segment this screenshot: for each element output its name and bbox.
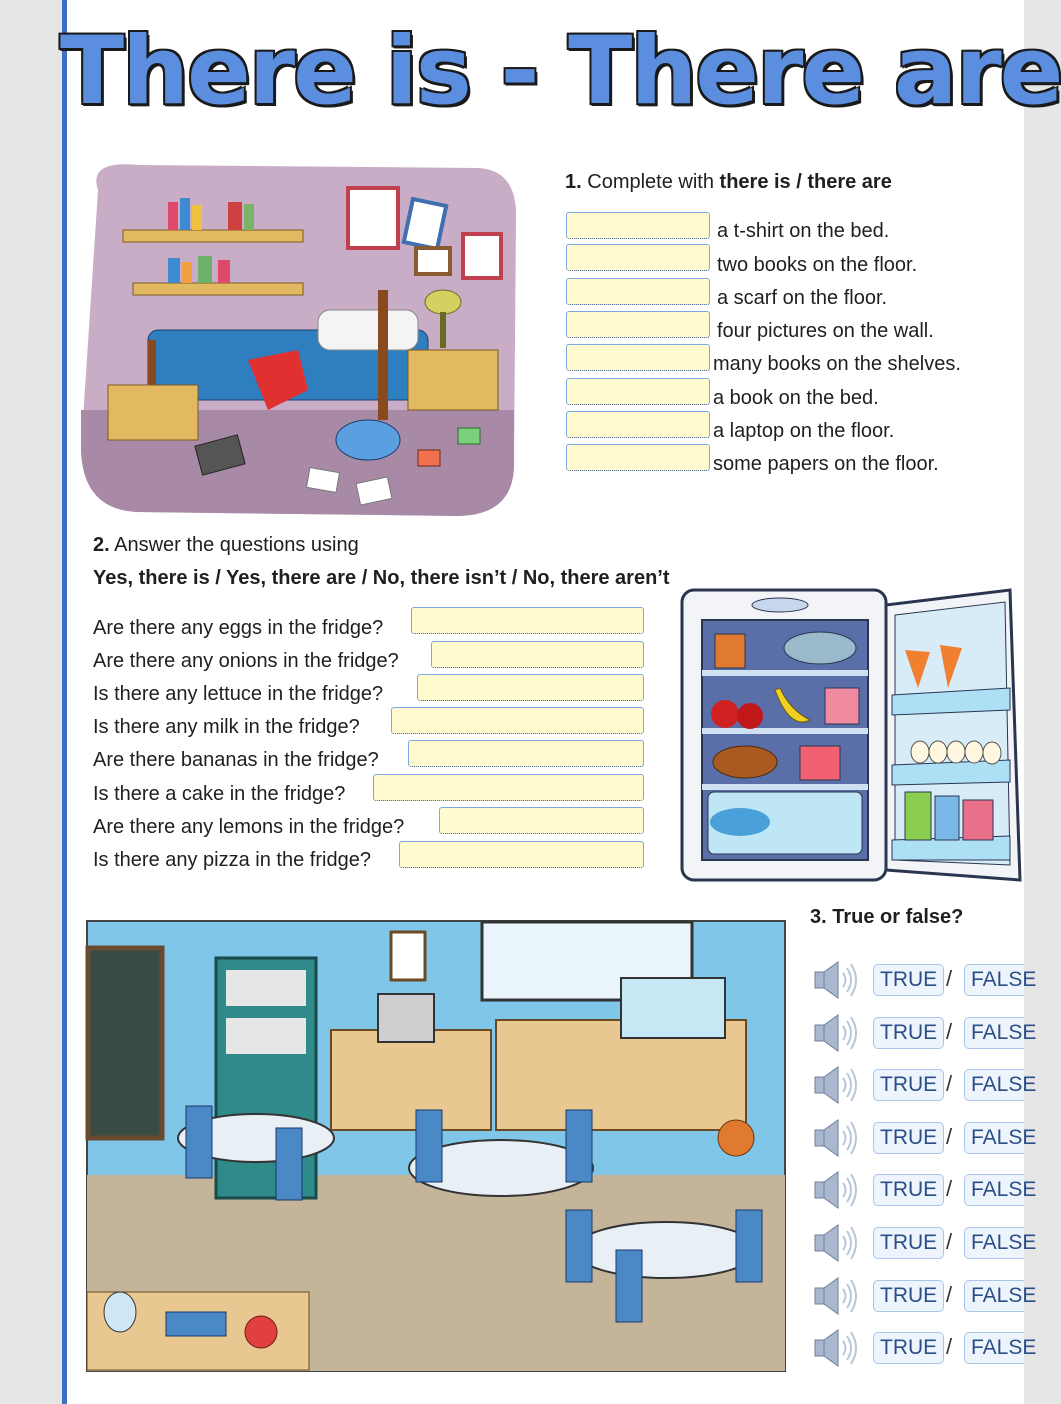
question-5: Are there bananas in the fridge? (93, 749, 379, 771)
speaker-icon[interactable] (812, 958, 860, 1002)
section1-instruction-bold: there is / there are (719, 171, 892, 193)
speaker-icon[interactable] (812, 1326, 860, 1370)
sentence-5: many books on the shelves. (713, 353, 961, 375)
true-button[interactable]: TRUE (873, 1174, 944, 1206)
speaker-icon[interactable] (812, 1274, 860, 1318)
false-button[interactable]: FALSE (964, 1174, 1024, 1206)
true-button[interactable]: TRUE (873, 1122, 944, 1154)
section2-options: Yes, there is / Yes, there are / No, there isn’t / No, there aren’t (93, 567, 670, 589)
false-button[interactable]: FALSE (964, 1280, 1024, 1312)
false-button[interactable]: FALSE (964, 1227, 1024, 1259)
question-answer-box-5[interactable] (408, 740, 644, 767)
answer-box-4[interactable] (566, 311, 710, 338)
question-8: Is there any pizza in the fridge? (93, 849, 371, 871)
section3-heading: 3. True or false? (810, 906, 964, 928)
false-button[interactable]: FALSE (964, 1017, 1024, 1049)
answer-box-7[interactable] (566, 411, 710, 438)
question-4: Is there any milk in the fridge? (93, 716, 360, 738)
sentence-8: some papers on the floor. (713, 453, 939, 475)
speaker-icon[interactable] (812, 1168, 860, 1212)
true-button[interactable]: TRUE (873, 964, 944, 996)
separator-slash: / (946, 1282, 953, 1307)
section2-number: 2. (93, 534, 110, 556)
speaker-icon[interactable] (812, 1221, 860, 1265)
true-button[interactable]: TRUE (873, 1017, 944, 1049)
question-6: Is there a cake in the fridge? (93, 783, 346, 805)
separator-slash: / (946, 1019, 953, 1044)
answer-box-1[interactable] (566, 212, 710, 239)
question-answer-box-1[interactable] (411, 607, 644, 634)
classroom-illustration (86, 920, 786, 1372)
false-button[interactable]: FALSE (964, 1332, 1024, 1364)
separator-slash: / (946, 1071, 953, 1096)
true-button[interactable]: TRUE (873, 1280, 944, 1312)
separator-slash: / (946, 966, 953, 991)
question-1: Are there any eggs in the fridge? (93, 617, 384, 639)
true-button[interactable]: TRUE (873, 1332, 944, 1364)
bedroom-illustration (78, 160, 520, 522)
answer-box-6[interactable] (566, 378, 710, 405)
speaker-icon[interactable] (812, 1063, 860, 1107)
true-button[interactable]: TRUE (873, 1069, 944, 1101)
separator-slash: / (946, 1334, 953, 1359)
answer-box-2[interactable] (566, 244, 710, 271)
question-answer-box-8[interactable] (399, 841, 644, 868)
false-button[interactable]: FALSE (964, 1122, 1024, 1154)
sentence-7: a laptop on the floor. (713, 420, 895, 442)
section2-instruction: Answer the questions using (114, 534, 359, 556)
question-answer-box-7[interactable] (439, 807, 644, 834)
separator-slash: / (946, 1176, 953, 1201)
question-7: Are there any lemons in the fridge? (93, 816, 405, 838)
fridge-illustration (680, 570, 1024, 890)
sentence-2: two books on the floor. (717, 254, 918, 276)
question-answer-box-3[interactable] (417, 674, 644, 701)
question-answer-box-4[interactable] (391, 707, 644, 734)
sentence-4: four pictures on the wall. (717, 320, 934, 342)
sentence-3: a scarf on the floor. (717, 287, 888, 309)
separator-slash: / (946, 1229, 953, 1254)
section1-number: 1. (565, 171, 582, 193)
answer-box-8[interactable] (566, 444, 710, 471)
question-answer-box-2[interactable] (431, 641, 644, 668)
sentence-6: a book on the bed. (713, 387, 879, 409)
false-button[interactable]: FALSE (964, 1069, 1024, 1101)
page-title: There is - There are (60, 17, 1061, 126)
speaker-icon[interactable] (812, 1116, 860, 1160)
question-answer-box-6[interactable] (373, 774, 644, 801)
separator-slash: / (946, 1124, 953, 1149)
answer-box-3[interactable] (566, 278, 710, 305)
question-2: Are there any onions in the fridge? (93, 650, 399, 672)
sentence-1: a t-shirt on the bed. (717, 220, 890, 242)
speaker-icon[interactable] (812, 1011, 860, 1055)
false-button[interactable]: FALSE (964, 964, 1024, 996)
question-3: Is there any lettuce in the fridge? (93, 683, 384, 705)
section1-instruction: Complete with (587, 171, 714, 193)
true-button[interactable]: TRUE (873, 1227, 944, 1259)
answer-box-5[interactable] (566, 344, 710, 371)
